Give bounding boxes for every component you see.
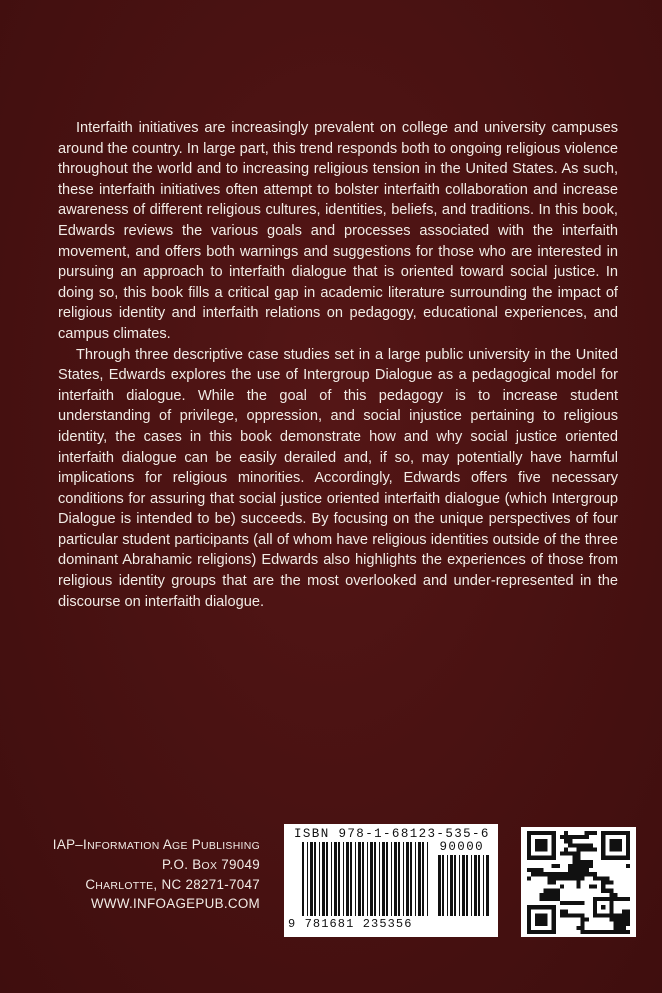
description-paragraph-2: Through three descriptive case studies set in a large public university in the United States, Edwards explores the use of Intergroup Dialogue as a pedagogical model for interfaith dialogue. While the goal of this pedagogy is to increase student understanding of privilege, oppression, and social injustice pertaining to religious identity, the cases in this book demonstrate how and why social justice oriented interfaith dialogue can be easily derailed and, if so, may potentially have harmful implications for religious minorities. Accordingly, Edwards offers five necessary conditions for assuring that social justice oriented interfaith dialogue (which Intergroup Dialogue is intended to be) succeeds. By focusing on the unique perspectives of four particular student participants (all of whom have religious identities outside of the three dominant Abrahamic religions) Edwards also highlights the experiences of those from religious identity groups that are the most overlooked and under-represented in the discourse on interfaith dialogue.: [58, 346, 618, 610]
description-paragraph-1: Interfaith initiatives are increasingly prevalent on college and university campuses around the country. In large part, this trend responds both to ongoing religious violence throughout the world and to increasing religious tension in the United States. As such, these interfaith initiatives often attempt to bolster interfaith collaboration and increase awareness of different religious cultures, identities, beliefs, and traditions. In this book, Edwards reviews the various goals and processes associated with the interfaith movement, and offers both warnings and suggestions for those who are interested in pursuing an approach to interfaith dialogue that is oriented toward social justice. In doing so, this book fills a critical gap in academic literature surrounding the impact of religious identity and interfaith relations on pedagogy, educational experiences, and campus climates.: [58, 120, 618, 342]
publisher-name-text: IAP–INFORMATION AGE PUBLISHING: [52, 837, 260, 852]
ean-digits: 9 781681 235356: [288, 917, 413, 931]
barcode-addon-icon: [438, 855, 490, 916]
barcode-icon: [302, 842, 430, 916]
publisher-name: [28, 836, 260, 856]
qr-code-icon: [527, 831, 630, 934]
publisher-info: [28, 836, 260, 913]
qr-code: [521, 827, 636, 937]
isbn-label: ISBN 978-1-68123-535-6: [294, 827, 490, 841]
isbn-barcode: [284, 824, 498, 937]
publisher-po-box: [28, 856, 260, 876]
book-description: [58, 118, 618, 612]
publisher-website: WWW.INFOAGEPUB.COM: [90, 896, 260, 912]
price-code: 90000: [439, 840, 484, 854]
publisher-city: [28, 876, 260, 896]
publisher-po-box-text: P.O. BOX 79049: [161, 856, 260, 872]
publisher-city-text: CHARLOTTE, NC 28271-7047: [85, 876, 260, 892]
